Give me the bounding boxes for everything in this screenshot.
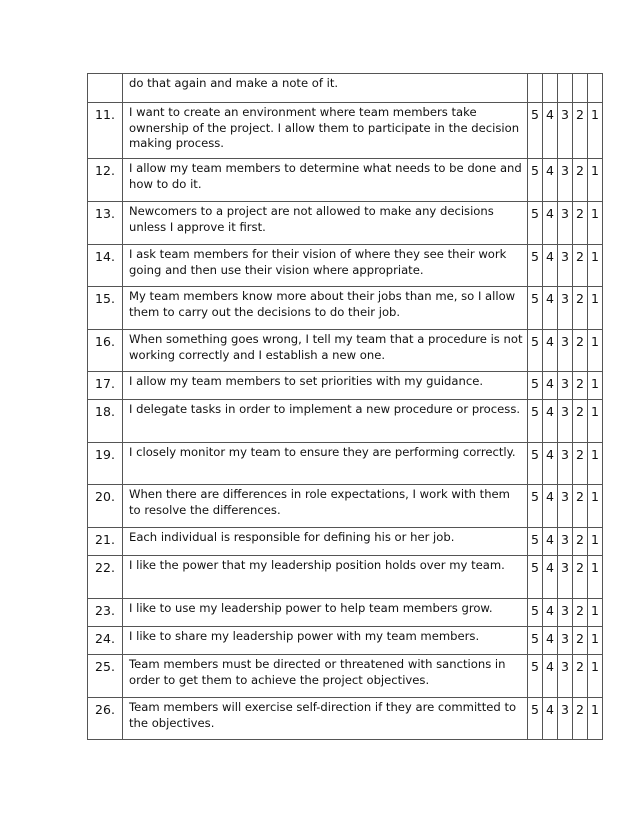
rating-option-1[interactable]: 1	[588, 103, 603, 159]
rating-option-2[interactable]: 2	[573, 372, 588, 400]
rating-option-5[interactable]: 5	[528, 655, 543, 698]
rating-option-1[interactable]: 1	[588, 655, 603, 698]
rating-option-5[interactable]: 5	[528, 485, 543, 528]
rating-option-3[interactable]: 3	[558, 103, 573, 159]
rating-option-2[interactable]: 2	[573, 400, 588, 443]
rating-option-1[interactable]: 1	[588, 528, 603, 556]
question-number: 22.	[88, 556, 123, 599]
rating-option-4[interactable]: 4	[543, 627, 558, 655]
rating-option-3[interactable]: 3	[558, 485, 573, 528]
rating-option-3[interactable]: 3	[558, 202, 573, 245]
rating-option-4[interactable]: 4	[543, 443, 558, 485]
rating-option-5[interactable]: 5	[528, 556, 543, 599]
question-number: 12.	[88, 159, 123, 202]
question-statement: I allow my team members to determine what needs to be done and how to do it.	[123, 159, 528, 202]
question-row	[88, 627, 603, 655]
rating-option-2[interactable]: 2	[573, 103, 588, 159]
rating-option-1[interactable]: 1	[588, 372, 603, 400]
question-number: 26.	[88, 698, 123, 740]
rating-option-5[interactable]: 5	[528, 287, 543, 330]
rating-option-4[interactable]: 4	[543, 528, 558, 556]
question-statement: I ask team members for their vision of where they see their work going and then use their vision where appropriate.	[123, 245, 528, 287]
question-statement: I like the power that my leadership position holds over my team.	[123, 556, 528, 599]
rating-option-3[interactable]	[558, 74, 573, 103]
rating-option-4[interactable]: 4	[543, 556, 558, 599]
rating-option-2[interactable]: 2	[573, 159, 588, 202]
questionnaire-rows	[88, 74, 603, 740]
rating-option-1[interactable]: 1	[588, 627, 603, 655]
rating-option-2[interactable]: 2	[573, 556, 588, 599]
question-statement: I like to share my leadership power with my team members.	[123, 627, 528, 655]
rating-option-3[interactable]: 3	[558, 599, 573, 627]
question-number: 25.	[88, 655, 123, 698]
rating-option-3[interactable]: 3	[558, 400, 573, 443]
question-row	[88, 556, 603, 599]
question-statement: Team members will exercise self-direction if they are committed to the objectives.	[123, 698, 528, 740]
rating-option-1[interactable]: 1	[588, 400, 603, 443]
rating-option-5[interactable]: 5	[528, 330, 543, 372]
question-row	[88, 372, 603, 400]
rating-option-1[interactable]: 1	[588, 159, 603, 202]
rating-option-4[interactable]	[543, 74, 558, 103]
question-statement: I like to use my leadership power to help team members grow.	[123, 599, 528, 627]
question-row	[88, 655, 603, 698]
rating-option-4[interactable]: 4	[543, 245, 558, 287]
question-statement: do that again and make a note of it.	[123, 74, 528, 103]
rating-option-1[interactable]: 1	[588, 698, 603, 740]
question-statement: My team members know more about their jobs than me, so I allow them to carry out the decisions to do their job.	[123, 287, 528, 330]
question-statement: When something goes wrong, I tell my team that a procedure is not working correctly and I establish a new one.	[123, 330, 528, 372]
rating-option-5[interactable]: 5	[528, 698, 543, 740]
rating-option-3[interactable]: 3	[558, 528, 573, 556]
rating-option-4[interactable]: 4	[543, 655, 558, 698]
question-statement: Team members must be directed or threatened with sanctions in order to get them to achieve the project objectives.	[123, 655, 528, 698]
rating-option-3[interactable]: 3	[558, 159, 573, 202]
question-number: 21.	[88, 528, 123, 556]
question-statement: Newcomers to a project are not allowed to make any decisions unless I approve it first.	[123, 202, 528, 245]
rating-option-4[interactable]: 4	[543, 485, 558, 528]
rating-option-3[interactable]: 3	[558, 698, 573, 740]
rating-option-4[interactable]: 4	[543, 159, 558, 202]
question-row	[88, 245, 603, 287]
rating-option-1[interactable]: 1	[588, 245, 603, 287]
question-row	[88, 698, 603, 740]
rating-option-3[interactable]: 3	[558, 245, 573, 287]
rating-option-4[interactable]: 4	[543, 330, 558, 372]
question-row	[88, 400, 603, 443]
rating-option-4[interactable]: 4	[543, 287, 558, 330]
rating-option-2[interactable]: 2	[573, 202, 588, 245]
rating-option-2[interactable]: 2	[573, 627, 588, 655]
questionnaire-table	[87, 73, 603, 740]
rating-option-5[interactable]: 5	[528, 627, 543, 655]
question-row	[88, 485, 603, 528]
rating-option-2[interactable]: 2	[573, 287, 588, 330]
rating-option-4[interactable]: 4	[543, 103, 558, 159]
question-number: 13.	[88, 202, 123, 245]
rating-option-4[interactable]: 4	[543, 400, 558, 443]
rating-option-1[interactable]: 1	[588, 202, 603, 245]
question-number: 15.	[88, 287, 123, 330]
rating-option-3[interactable]: 3	[558, 330, 573, 372]
question-row	[88, 443, 603, 485]
rating-option-5[interactable]: 5	[528, 202, 543, 245]
rating-option-4[interactable]: 4	[543, 698, 558, 740]
rating-option-3[interactable]: 3	[558, 443, 573, 485]
question-number: 23.	[88, 599, 123, 627]
rating-option-5[interactable]: 5	[528, 372, 543, 400]
rating-option-3[interactable]: 3	[558, 556, 573, 599]
rating-option-2[interactable]: 2	[573, 698, 588, 740]
question-number: 19.	[88, 443, 123, 485]
question-statement: I allow my team members to set priorities with my guidance.	[123, 372, 528, 400]
question-number: 11.	[88, 103, 123, 159]
question-number	[88, 74, 123, 103]
question-row	[88, 103, 603, 159]
rating-option-5[interactable]: 5	[528, 599, 543, 627]
question-statement: I want to create an environment where team members take ownership of the project. I allow them to participate in the decision making process.	[123, 103, 528, 159]
question-number: 24.	[88, 627, 123, 655]
rating-option-4[interactable]: 4	[543, 599, 558, 627]
rating-option-2[interactable]: 2	[573, 528, 588, 556]
rating-option-2[interactable]: 2	[573, 245, 588, 287]
rating-option-1[interactable]: 1	[588, 556, 603, 599]
rating-option-5[interactable]: 5	[528, 245, 543, 287]
rating-option-1[interactable]: 1	[588, 443, 603, 485]
rating-option-2[interactable]: 2	[573, 330, 588, 372]
rating-option-5[interactable]	[528, 74, 543, 103]
question-row	[88, 287, 603, 330]
question-number: 20.	[88, 485, 123, 528]
rating-option-5[interactable]: 5	[528, 103, 543, 159]
question-number: 14.	[88, 245, 123, 287]
rating-option-2[interactable]: 2	[573, 443, 588, 485]
question-row	[88, 159, 603, 202]
rating-option-3[interactable]: 3	[558, 627, 573, 655]
question-statement: I closely monitor my team to ensure they are performing correctly.	[123, 443, 528, 485]
rating-option-2[interactable]	[573, 74, 588, 103]
question-row	[88, 528, 603, 556]
rating-option-1[interactable]	[588, 74, 603, 103]
rating-option-2[interactable]: 2	[573, 599, 588, 627]
rating-option-5[interactable]: 5	[528, 159, 543, 202]
rating-option-1[interactable]: 1	[588, 287, 603, 330]
rating-option-5[interactable]: 5	[528, 528, 543, 556]
rating-option-1[interactable]: 1	[588, 330, 603, 372]
rating-option-5[interactable]: 5	[528, 443, 543, 485]
question-statement: I delegate tasks in order to implement a new procedure or process.	[123, 400, 528, 443]
question-row	[88, 202, 603, 245]
question-number: 17.	[88, 372, 123, 400]
question-number: 16.	[88, 330, 123, 372]
rating-option-1[interactable]: 1	[588, 599, 603, 627]
rating-option-2[interactable]: 2	[573, 485, 588, 528]
rating-option-3[interactable]: 3	[558, 655, 573, 698]
rating-option-3[interactable]: 3	[558, 287, 573, 330]
rating-option-5[interactable]: 5	[528, 400, 543, 443]
question-statement: Each individual is responsible for defining his or her job.	[123, 528, 528, 556]
rating-option-2[interactable]: 2	[573, 655, 588, 698]
question-number: 18.	[88, 400, 123, 443]
question-row	[88, 74, 603, 103]
rating-option-3[interactable]: 3	[558, 372, 573, 400]
rating-option-4[interactable]: 4	[543, 372, 558, 400]
question-statement: When there are differences in role expectations, I work with them to resolve the differences.	[123, 485, 528, 528]
question-row	[88, 599, 603, 627]
rating-option-1[interactable]: 1	[588, 485, 603, 528]
rating-option-4[interactable]: 4	[543, 202, 558, 245]
question-row	[88, 330, 603, 372]
